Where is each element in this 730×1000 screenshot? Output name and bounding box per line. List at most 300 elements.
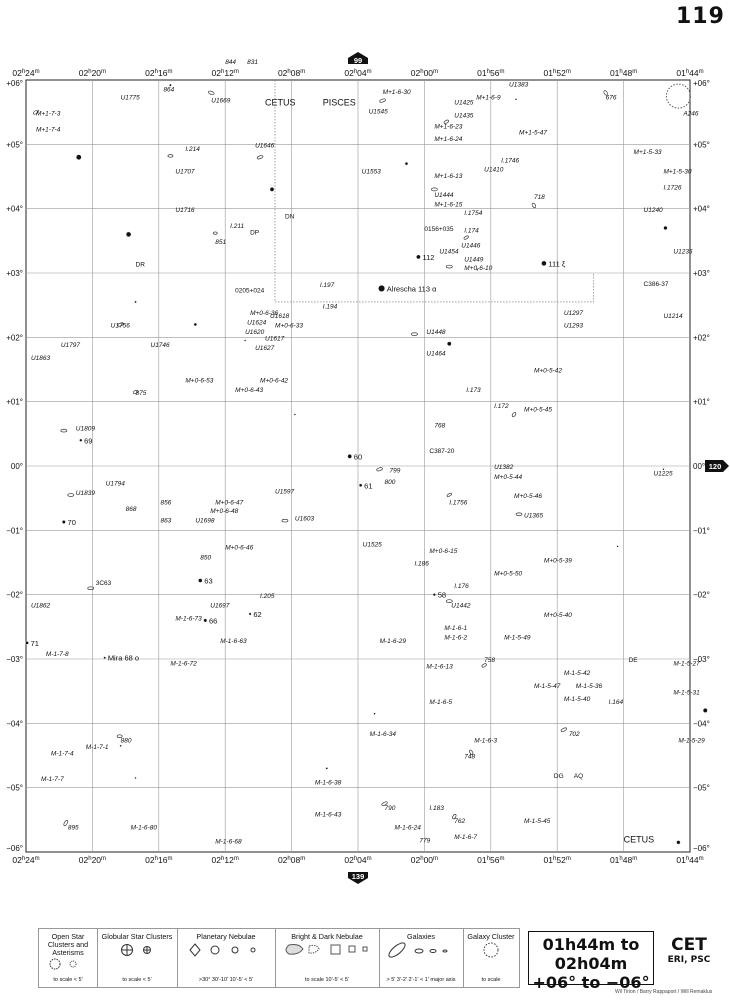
object-label: M-1-6-73 <box>175 615 202 623</box>
object-label: 863 <box>160 517 172 525</box>
object-label: I.172 <box>494 403 509 411</box>
object-label: U1697 <box>210 602 230 610</box>
nav-arrow-up <box>348 52 368 65</box>
object-label: AQ <box>573 773 584 781</box>
object-label: 768 <box>434 422 446 430</box>
galaxy-symbol <box>463 235 469 240</box>
object-label: U1464 <box>426 350 446 358</box>
galaxy-symbol <box>411 333 417 336</box>
ra-tick-label-bottom: 01$^h$48$^m$ <box>609 855 638 865</box>
galaxy-symbol <box>431 188 437 191</box>
galaxy-symbol <box>213 232 217 234</box>
dec-tick-label-right: −02° <box>693 590 710 600</box>
range-ra: 01h44m to 02h04m <box>542 935 640 973</box>
legend-globular-scale: to scale < 5' <box>122 977 152 983</box>
object-label: U1449 <box>464 256 484 264</box>
ra-tick-label-bottom: 02$^h$12$^m$ <box>211 855 239 865</box>
object-label: M+0-5-45 <box>524 406 552 414</box>
object-label: U1775 <box>120 94 140 102</box>
galaxy-symbol <box>446 265 452 268</box>
object-label: 799 <box>389 467 401 475</box>
dec-tick-label-left: 00° <box>10 462 23 471</box>
star <box>703 708 707 712</box>
galaxy-symbol <box>376 467 383 472</box>
star <box>198 579 202 583</box>
object-label: DG <box>553 773 564 781</box>
star <box>378 285 384 291</box>
credits: Wil Tirion / Barry Rappaport / Will Remaklus <box>615 989 713 995</box>
object-label: 850 <box>200 554 212 562</box>
nav-arrow-right-label: 120 <box>708 462 722 471</box>
galaxy-symbol <box>561 727 568 732</box>
object-label: M-1-6-29 <box>379 637 406 645</box>
star-label: Mira 68 o <box>107 653 140 663</box>
dec-tick-label-left: +06° <box>6 79 23 88</box>
object-label: M-1-6-2 <box>444 634 468 642</box>
object-label: 800 <box>384 479 396 487</box>
object-label: DE <box>628 657 638 665</box>
star <box>135 301 137 303</box>
ra-tick-label-bottom: 01$^h$52$^m$ <box>543 855 571 865</box>
object-label: M+1-6-24 <box>434 136 463 144</box>
object-label: I.1754 <box>464 210 483 218</box>
object-label: 718 <box>533 194 545 202</box>
dec-tick-label-left: −01° <box>6 526 23 536</box>
planetary-nebula-icon <box>177 941 275 957</box>
star-label: 71 <box>30 638 39 648</box>
dec-tick-label-left: −02° <box>6 590 23 600</box>
star-label: 60 <box>353 452 363 462</box>
galaxy-symbol <box>257 155 264 160</box>
object-label: I.173 <box>466 387 481 395</box>
object-label: 748 <box>464 753 476 761</box>
object-label: M+0-5-50 <box>494 570 523 578</box>
object-label: M-1-6-34 <box>369 731 396 739</box>
object-label: M+0-6-47 <box>215 499 244 507</box>
ra-tick-label-top: 01$^h$48$^m$ <box>609 68 638 78</box>
star <box>359 484 362 487</box>
galaxy-symbol <box>61 429 67 432</box>
star-label: 70 <box>67 517 76 527</box>
object-label: U1669 <box>211 97 231 105</box>
constellation-box <box>660 931 718 983</box>
object-label: U1618 <box>270 313 290 321</box>
object-label: U1553 <box>361 168 381 176</box>
object-label: 875 <box>135 390 147 398</box>
object-label: I.186 <box>414 560 429 568</box>
galaxy-symbol <box>208 90 215 95</box>
object-label: M+0-5-44 <box>494 473 523 481</box>
object-label: M-1-5-36 <box>575 682 603 690</box>
object-label: 831 <box>247 58 258 66</box>
dec-tick-label-right: +03° <box>693 269 710 278</box>
dec-tick-label-right: −03° <box>693 655 710 664</box>
object-label: U1442 <box>451 602 471 610</box>
object-label: U1545 <box>368 108 388 116</box>
galaxy-layer <box>30 90 609 826</box>
object-label: I.1756 <box>449 499 468 507</box>
star-label: 58 <box>437 590 447 600</box>
object-label: M+1-6-23 <box>434 123 463 131</box>
legend-bright-dark-title: Bright & Dark Nebulae <box>291 932 363 941</box>
ra-tick-label-bottom: 01$^h$56$^m$ <box>477 855 505 865</box>
object-label: 762 <box>454 818 466 826</box>
star <box>326 767 328 769</box>
object-label: M-1-6-24 <box>394 824 421 832</box>
ra-tick-label-top: 01$^h$56$^m$ <box>477 68 505 78</box>
object-label: M+0-6-46 <box>225 544 254 552</box>
ra-tick-label-bottom: 02$^h$00$^m$ <box>410 855 439 865</box>
object-label: M-1-6-38 <box>314 779 342 787</box>
nav-arrow-down-label: 139 <box>351 872 365 881</box>
object-label: M-1-6-1 <box>444 625 468 633</box>
object-label: U1794 <box>105 480 125 488</box>
object-label: M-1-6-43 <box>314 811 342 819</box>
object-label: 779 <box>419 837 431 845</box>
object-label: U1716 <box>175 206 195 214</box>
star <box>617 546 619 548</box>
object-label: U1620 <box>245 329 265 337</box>
galaxy-symbol <box>282 519 288 522</box>
object-label: M-1-6-3 <box>474 737 497 745</box>
dec-tick-label-left: +01° <box>6 397 23 407</box>
galaxy-symbol <box>379 98 386 103</box>
legend-bright-dark <box>275 929 380 987</box>
object-label: U1382 <box>494 464 514 472</box>
star <box>204 619 207 622</box>
object-label: M+0-5-40 <box>543 612 572 620</box>
object-label: M+1-5-33 <box>633 148 662 156</box>
object-label: M+1-7-4 <box>35 126 61 134</box>
star-label: 61 <box>364 481 373 491</box>
object-label: U1797 <box>60 341 81 349</box>
legend-planetary-scale: >30° 30'-10' 10'-5' < 5' <box>198 977 254 983</box>
ra-tick-label-top: 01$^h$44$^m$ <box>676 68 704 78</box>
object-label: M-1-7-8 <box>45 650 69 658</box>
constellation-name: CETUS <box>623 834 655 845</box>
legend-galaxies-title: Galaxies <box>407 932 435 941</box>
object-label: I.176 <box>454 583 469 591</box>
star <box>664 226 668 230</box>
star <box>135 777 137 779</box>
nav-layer <box>348 52 729 884</box>
galaxy-symbol <box>516 513 522 516</box>
dec-tick-label-left: −04° <box>6 719 23 729</box>
galaxy-symbol <box>68 494 74 497</box>
object-label: M-1-6-13 <box>426 663 453 671</box>
legend-open-clusters-title: Open Star Clusters and Asterisms <box>47 932 89 957</box>
object-label: I.1726 <box>663 184 682 192</box>
object-label: U1454 <box>439 248 459 256</box>
object-label: DP <box>250 229 260 237</box>
nebula-icon <box>275 941 379 957</box>
ra-tick-label-top: 02$^h$12$^m$ <box>211 68 239 78</box>
object-label: I.1746 <box>501 157 520 165</box>
star-label: 63 <box>204 576 213 586</box>
object-label: M+0-5-39 <box>543 557 572 565</box>
star-label: 66 <box>208 616 218 626</box>
object-label: U1235 <box>673 248 693 256</box>
legend <box>38 928 520 988</box>
chart-range <box>528 931 654 992</box>
object-label: DR <box>135 261 145 269</box>
object-label: M-1-6-63 <box>220 637 247 645</box>
label-layer <box>31 59 705 846</box>
object-label: M-1-6-5 <box>429 699 453 707</box>
nav-arrow-down <box>348 872 368 884</box>
galaxy-symbol <box>512 412 517 418</box>
object-label: U1627 <box>255 345 275 353</box>
constellation-name: CETUS <box>265 97 296 108</box>
object-label: I.211 <box>230 222 245 230</box>
object-label: 3C63 <box>95 580 112 588</box>
object-label: C386-37 <box>643 280 669 288</box>
ra-tick-label-bottom: 02$^h$16$^m$ <box>145 855 173 865</box>
star <box>405 162 408 165</box>
legend-globular-title: Globular Star Clusters <box>101 932 173 941</box>
object-label: U1603 <box>294 515 315 523</box>
object-label: U1410 <box>484 166 504 174</box>
object-label: U1425 <box>454 99 474 107</box>
object-label: U1444 <box>434 192 454 200</box>
object-label: M+1-6-15 <box>434 201 463 209</box>
object-label: M-1-7-4 <box>50 750 74 758</box>
object-label: M+1-7-3 <box>35 110 61 118</box>
object-label: U1435 <box>454 112 474 120</box>
legend-galaxies <box>379 929 464 987</box>
legend-bright-dark-scale: to scale 10'-5' < 5' <box>305 977 349 983</box>
star <box>104 657 106 659</box>
ra-tick-label-bottom: 02$^h$08$^m$ <box>277 855 306 865</box>
dec-tick-label-left: +02° <box>6 333 23 343</box>
object-label: U1446 <box>461 242 481 250</box>
constellation-neighbors: ERI, PSC <box>667 955 711 965</box>
object-label: M-1-5-29 <box>678 737 705 745</box>
star <box>348 454 352 458</box>
object-label: M+0-6-43 <box>235 387 264 395</box>
object-label: U1863 <box>30 354 51 362</box>
object-label: U1297 <box>563 309 583 317</box>
dec-tick-label-right: −01° <box>693 526 710 536</box>
star <box>120 745 122 747</box>
galaxy-symbol <box>168 155 173 158</box>
star-label: 62 <box>253 609 262 619</box>
star <box>676 840 680 844</box>
object-label: U1746 <box>150 341 170 349</box>
legend-galaxy-cluster-scale: to scale <box>481 977 501 983</box>
object-label: 880 <box>120 737 132 745</box>
star <box>374 713 376 715</box>
dec-tick-label-right: +02° <box>693 333 710 343</box>
star <box>294 414 296 416</box>
ra-tick-label-bottom: 02$^h$24$^m$ <box>12 855 40 865</box>
object-label: U1365 <box>524 512 544 520</box>
object-label: U1756 <box>110 322 130 330</box>
object-label: A246 <box>683 110 699 118</box>
globular-cluster-icon <box>97 941 177 957</box>
ra-tick-label-bottom: 01$^h$44$^m$ <box>676 855 704 865</box>
galaxy-symbol <box>447 493 453 498</box>
object-label: M+0-6-53 <box>185 377 214 385</box>
object-label: U1597 <box>275 488 295 496</box>
object-label: I.214 <box>185 145 200 153</box>
object-label: U1240 <box>643 206 663 214</box>
object-label: U1698 <box>195 517 215 525</box>
star <box>416 255 420 259</box>
object-label: M-1-6-80 <box>130 824 157 832</box>
object-label: M+0-6-10 <box>464 264 493 272</box>
range-dec: +06° to −06° <box>532 973 650 992</box>
object-label: M-1-5-42 <box>563 670 591 678</box>
dec-tick-label-right: +06° <box>693 79 710 88</box>
object-label: I.183 <box>429 805 444 813</box>
object-label: 868 <box>125 506 137 514</box>
star <box>79 439 82 442</box>
object-label: 851 <box>215 239 227 247</box>
object-label: U1225 <box>653 470 673 478</box>
object-label: U1617 <box>265 335 285 343</box>
object-label: M+1-5-47 <box>519 129 548 137</box>
legend-globular <box>97 929 178 987</box>
galaxy-cluster-icon <box>463 941 519 959</box>
chart-grid <box>26 80 690 852</box>
ra-tick-label-top: 02$^h$00$^m$ <box>410 68 439 78</box>
star-label: Alrescha 113 α <box>386 284 437 294</box>
page-number: 119 <box>676 4 725 29</box>
object-label: M+0-6-36 <box>250 309 279 317</box>
object-label: M-1-6-68 <box>215 838 242 846</box>
dec-tick-label-left: −05° <box>6 783 23 793</box>
galaxy-icon <box>379 941 463 959</box>
dec-tick-label-left: +05° <box>6 140 23 150</box>
object-label: M-1-5-45 <box>524 818 551 826</box>
dec-tick-label-right: 00° <box>693 462 706 471</box>
object-label: M+0-6-42 <box>260 377 289 385</box>
object-label: M-1-5-40 <box>563 695 591 703</box>
object-label: I.164 <box>608 699 624 707</box>
object-label: M+1-6-13 <box>434 172 463 180</box>
dec-tick-label-right: −05° <box>693 783 710 793</box>
ra-tick-label-top: 02$^h$08$^m$ <box>277 68 306 78</box>
object-label: M-1-6-72 <box>170 660 197 668</box>
star-label: 111 ξ <box>548 259 566 269</box>
star <box>244 340 246 342</box>
star <box>25 641 28 644</box>
object-label: I.205 <box>260 592 275 600</box>
object-label: M-1-6-7 <box>454 834 478 842</box>
star <box>62 520 65 523</box>
nav-arrow-up-label: 99 <box>353 56 363 65</box>
object-label: U1293 <box>563 322 583 330</box>
object-label: U1839 <box>75 489 95 497</box>
galaxy-symbol <box>531 203 536 209</box>
object-label: 895 <box>67 824 79 832</box>
nav-arrow-right <box>705 460 729 472</box>
object-label: M+1-5-30 <box>663 168 692 176</box>
ra-tick-label-top: 01$^h$52$^m$ <box>543 68 571 78</box>
ra-tick-label-bottom: 02$^h$04$^m$ <box>344 855 372 865</box>
galaxy-cluster-a246 <box>666 84 690 108</box>
dec-tick-label-right: −04° <box>693 719 710 729</box>
object-label: U1862 <box>30 602 51 610</box>
object-label: 758 <box>484 657 496 665</box>
object-label: M-1-7-7 <box>40 776 64 784</box>
object-label: M+1-6-9 <box>476 94 501 102</box>
ra-tick-label-top: 02$^h$20$^m$ <box>78 68 107 78</box>
star <box>515 98 517 100</box>
dec-tick-label-right: +01° <box>693 397 710 407</box>
object-label: U1809 <box>75 425 95 433</box>
star <box>76 155 81 160</box>
object-label: 856 <box>160 499 172 507</box>
legend-galaxies-scale: > 5' 3'-2' 2'-1' < 1' major axis <box>386 977 456 983</box>
dec-tick-label-left: +03° <box>6 269 23 278</box>
object-label: M-1-7-1 <box>85 744 109 752</box>
constellation-abbr: CET <box>671 935 707 955</box>
legend-open-clusters <box>39 929 98 987</box>
ra-tick-label-bottom: 02$^h$20$^m$ <box>78 855 107 865</box>
object-label: I.197 <box>319 282 335 290</box>
dec-tick-label-right: +04° <box>693 204 710 214</box>
object-label: I.194 <box>322 303 338 311</box>
object-label: 702 <box>568 731 580 739</box>
object-label: M-1-5-49 <box>504 634 531 642</box>
constellation-name: PISCES <box>322 97 356 108</box>
object-label: M+0-5-42 <box>533 367 562 375</box>
legend-planetary-title: Planetary Nebulae <box>196 932 256 941</box>
dec-tick-label-right: −06° <box>693 844 710 853</box>
ra-tick-label-top: 02$^h$16$^m$ <box>145 68 173 78</box>
legend-galaxy-cluster-title: Galaxy Cluster <box>467 932 515 941</box>
object-label: U1707 <box>175 168 195 176</box>
object-label: M-1-5-47 <box>533 682 561 690</box>
star <box>270 187 274 191</box>
object-label: M+0-6-15 <box>429 547 458 555</box>
object-label: M+0-6-33 <box>275 322 303 330</box>
object-label: DN <box>284 213 295 221</box>
object-label: 676 <box>605 94 617 102</box>
object-label: U1448 <box>426 329 446 337</box>
object-label: M-1-5-27 <box>673 660 700 668</box>
galaxy-symbol <box>88 587 94 590</box>
star <box>541 261 546 266</box>
object-label: U1214 <box>663 313 683 321</box>
legend-planetary <box>177 929 276 987</box>
dec-tick-label-right: +05° <box>693 140 710 150</box>
object-label: M+0-5-46 <box>514 493 543 501</box>
dec-tick-label-left: −03° <box>6 655 23 664</box>
legend-open-clusters-scale: to scale < 5' <box>53 977 83 983</box>
object-label: M+1-6-30 <box>382 89 411 97</box>
star-layer <box>25 84 707 844</box>
star-label: 112 <box>422 252 435 262</box>
object-label: 0156+035 <box>424 226 454 234</box>
star-label: 69 <box>84 436 93 446</box>
object-label: C387-20 <box>429 448 455 456</box>
ra-tick-label-top: 02$^h$24$^m$ <box>12 68 40 78</box>
object-label: 0205+024 <box>235 287 265 295</box>
object-label: U1646 <box>255 142 275 150</box>
dec-tick-label-left: −06° <box>6 844 23 853</box>
object-label: 864 <box>163 86 175 94</box>
star <box>194 323 197 326</box>
object-label: U1624 <box>247 319 267 327</box>
legend-galaxy-cluster <box>463 929 519 987</box>
open-cluster-icon <box>39 957 97 971</box>
dec-tick-label-left: +04° <box>6 204 23 214</box>
object-label: 790 <box>384 805 396 813</box>
object-label: U1383 <box>509 81 529 89</box>
